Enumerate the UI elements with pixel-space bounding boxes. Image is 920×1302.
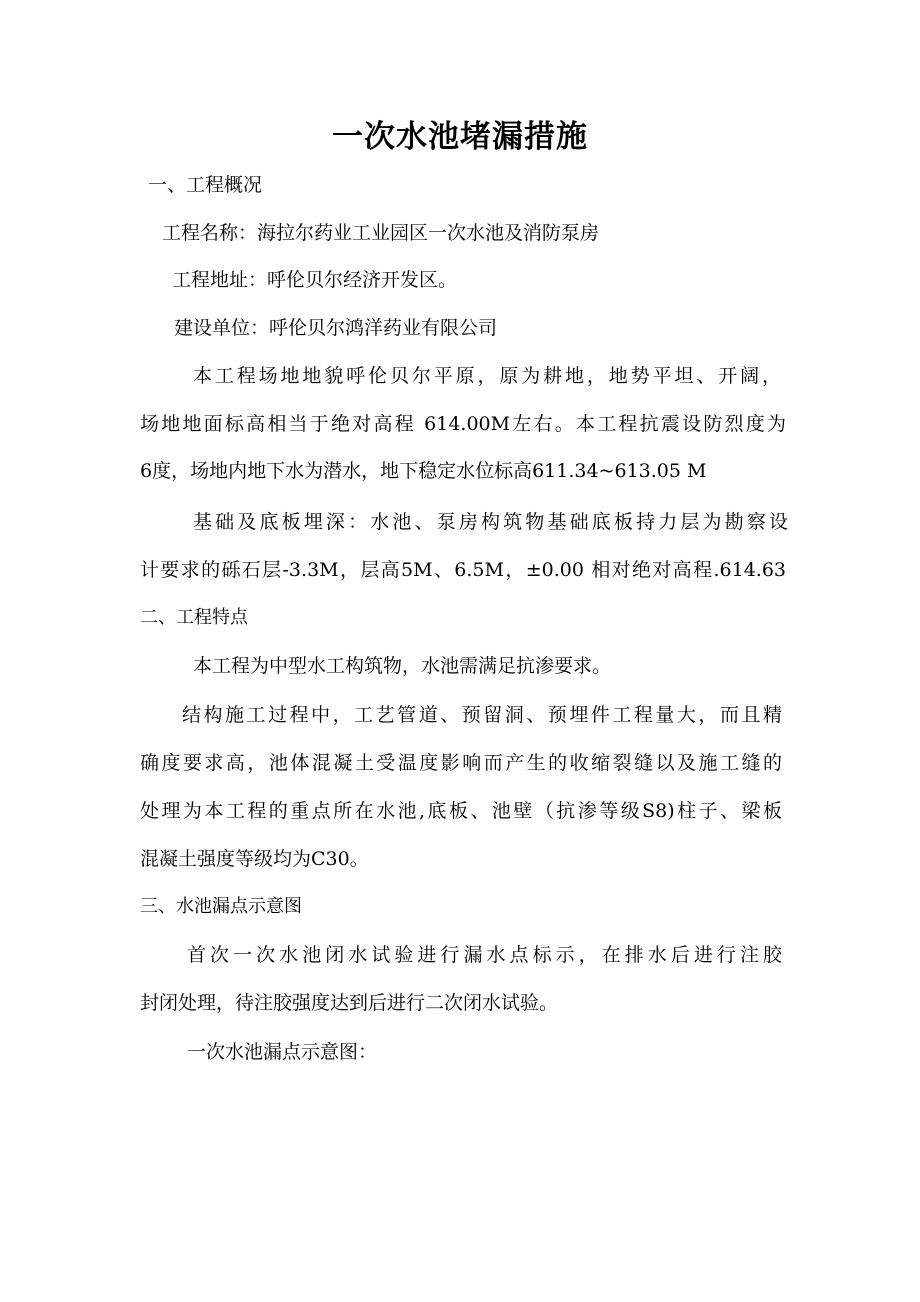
test-paragraph-line-1: 首次一次水池闭水试验进行漏水点标示，在排水后进行注胶 [187, 944, 782, 966]
site-paragraph-line-2: 场地地面标高相当于绝对高程 614.00M左右。本工程抗震设防烈度为 [140, 413, 786, 435]
process-paragraph-line-4: 混凝土强度等级均为C30。 [140, 848, 369, 870]
foundation-paragraph-line-2: 计要求的砾石层-3.3M，层高5M、6.5M，±0.00 相对绝对高程.614.63 [140, 559, 786, 581]
section-1-heading: 一、工程概况 [148, 174, 263, 196]
process-paragraph-line-3: 处理为本工程的重点所在水池,底板、池壁（抗渗等级S8)柱子、梁板 [140, 800, 782, 822]
section-2-heading: 二、工程特点 [140, 607, 248, 628]
test-paragraph-line-2: 封闭处理，待注胶强度达到后进行二次闭水试验。 [140, 992, 559, 1014]
document-title: 一次水池堵漏措施 [332, 119, 588, 155]
process-paragraph-line-1: 结构施工过程中，工艺管道、预留洞、预埋件工程量大，而且精 [182, 704, 782, 726]
builder-unit: 建设单位：呼伦贝尔鸿洋药业有限公司 [174, 317, 498, 339]
site-paragraph-line-1: 本工程场地地貌呼伦贝尔平原，原为耕地，地势平坦、开阔， [193, 365, 781, 387]
diagram-caption: 一次水池漏点示意图： [187, 1041, 378, 1063]
foundation-paragraph-line-1: 基础及底板埋深：水池、泵房构筑物基础底板持力层为勘察设 [193, 511, 788, 533]
site-paragraph-line-3: 6度，场地内地下水为潜水，地下稳定水位标高611.34~613.05 M [140, 460, 707, 482]
process-paragraph-line-2: 确度要求高，池体混凝土受温度影响而产生的收缩裂缝以及施工缝的 [140, 752, 782, 774]
project-name: 工程名称：海拉尔药业工业园区一次水池及消防泵房 [162, 222, 600, 244]
type-paragraph: 本工程为中型水工构筑物，水池需满足抗渗要求。 [193, 655, 612, 677]
project-address: 工程地址：呼伦贝尔经济开发区。 [172, 269, 458, 291]
section-3-heading: 三、水池漏点示意图 [140, 896, 302, 917]
